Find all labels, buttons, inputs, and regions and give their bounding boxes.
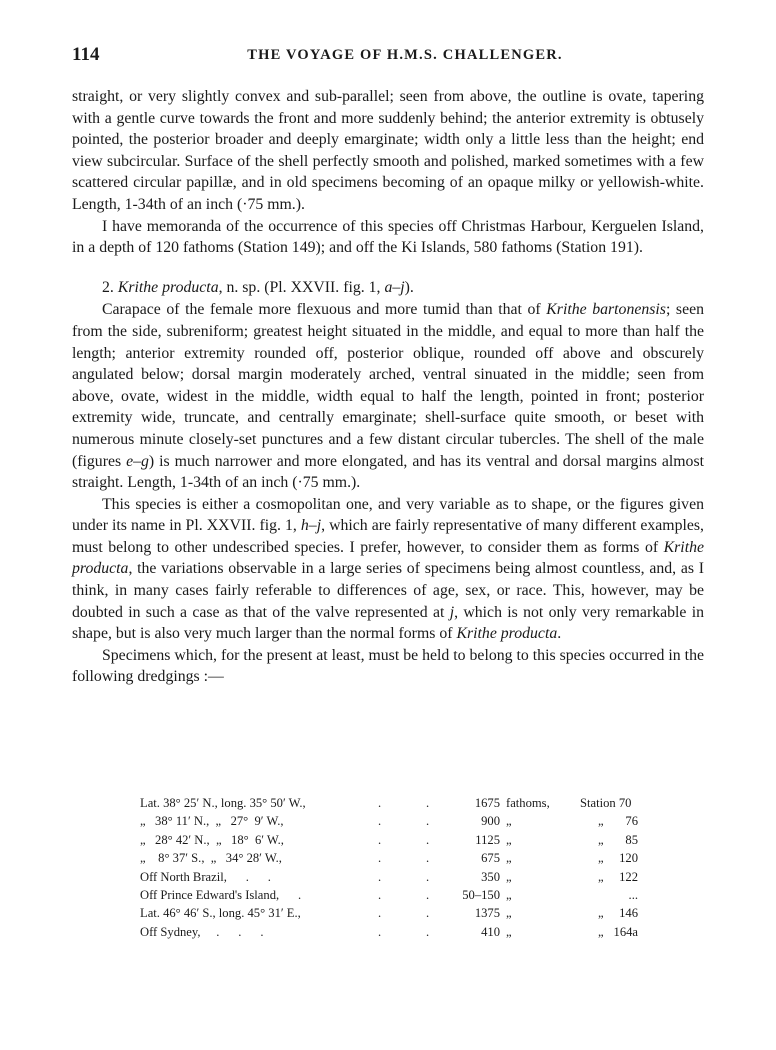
species-close: ). [404,278,414,296]
table-cell-station: 146 [619,906,638,921]
table-row [140,904,660,922]
text-run: , the variations observable in a large series of specimens being almost countless, and, as I think, in many cases fairly referable to differences of age, sex, or race. This, however, may be doubted in such a case as that of the valve represented at [72,560,704,621]
table-row [140,886,660,904]
text-run: This species is either a cosmopolitan one, and very variable as to shape, or the figures given under its name in Pl. XXVII. fig. 1, [72,495,704,535]
table-cell-unit: „ [506,851,512,866]
table-cell-leader: . [426,851,430,866]
table-cell-station-ditto: „ [598,814,604,829]
table-cell-unit: „ [506,924,512,939]
table-row [140,831,660,849]
table-cell-station: ... [628,887,638,902]
species-number: 2. [102,278,114,296]
table-cell-station-ditto: „ [598,924,604,939]
table-row [140,794,660,812]
table-cell-leader: . [426,814,430,829]
text-run: Carapace of the female more flexuous and more tumid than that of [102,301,547,319]
table-cell-station-label: Station 70 [580,796,632,810]
table-cell-leader: . [378,814,382,829]
table-cell-depth: 900 [481,814,500,829]
table-cell-location: Lat. 46° 46′ S., long. 45° 31′ E., [140,906,301,921]
table-cell-depth: 1125 [475,832,500,847]
table-row [140,923,660,941]
table-cell-depth: 1375 [474,906,500,921]
table-cell-station-ditto: „ [598,832,604,847]
table-cell-station-ditto: „ [598,869,604,884]
table-cell-location: „ 28° 42′ N., „ 18° 6′ W., [140,832,284,847]
table-cell-leader: . [378,869,382,884]
table-row [140,868,660,886]
species-figures: a–j [384,278,405,296]
table-cell-leader: . [378,906,382,921]
table-cell-leader: . [426,832,430,847]
table-cell-station: 76 [625,814,638,829]
table-cell-leader: . [378,851,382,866]
page-number: 114 [72,44,100,65]
italic-species: Krithe producta [72,538,704,578]
table-cell-station: 164a [613,924,638,939]
table-cell-unit: „ [506,906,512,921]
table-cell-location: „ 8° 37′ S., „ 34° 28′ W., [140,851,282,866]
text-run: ; seen from the side, subreniform; greatest height situated in the middle, and equal to more than half the length; anterior extremity rounded off, posterior oblique, rounded off above and obscurely angulated below; dorsal margin moderately arched, ventral sinuated in the middle; seen from above, ovate, widest in the middle, width equal to half the length, pointed in front; posterior extremity wide, truncate, and centrally emarginate; shell-surface quite smooth, or beset with numerous minute closely-set punctures and a few distant circular tubercles. The shell of the male (figures [72,301,704,470]
table-cell-station: 122 [619,869,638,884]
body-text [72,86,704,688]
table-cell-unit: fathoms, [506,796,550,810]
table-cell-unit: „ [506,869,512,884]
text-run: , which is not only very remarkable in shape, but is also very much larger than the normal forms of [72,603,705,643]
italic-species: Krithe producta [456,625,558,643]
table-cell-unit: „ [506,832,512,847]
species-reference: , n. sp. (Pl. XXVII. fig. 1, [218,278,385,296]
table-cell-station-ditto: „ [598,851,604,866]
table-cell-unit: „ [506,887,512,902]
paragraph-description-continued: straight, or very slightly convex and sub-parallel; seen from above, the outline is ovate, tapering with a gentle curve towards the front and more suddenly behind; the anterior extremity is obtusely pointed, the posterior broader and deeply emarginate; width only a little less than the height; end view subcircular. Surface of the shell perfectly smooth and polished, marked sometimes with a few scattered circular papillæ, and in old specimens becoming of an opaque milky or yellowish-white. Length, 1-34th of an inch (·75 mm.). [72,88,704,213]
species-heading [72,277,704,299]
italic-figure-letter: j [449,603,455,621]
paragraph-occurrence: I have memoranda of the occurrence of this species off Christmas Harbour, Kerguelen Island, in a depth of 120 fathoms (Station 149); and off the Ki Islands, 580 fathoms (Station 191). [72,217,704,257]
table-cell-station: 85 [625,832,638,847]
table-cell-location: „ 38° 11′ N., „ 27° 9′ W., [140,814,284,829]
text-run: ) is much narrower and more elongated, and has its ventral and dorsal margins almost straight. Length, 1-34th of an inch (·75 mm.). [72,452,704,492]
table-cell-leader: . [426,869,430,884]
table-cell-station: 120 [619,851,638,866]
table-cell-location: Lat. 38° 25′ N., long. 35° 50′ W., [140,796,306,810]
table-cell-location: Off Sydney, . . . [140,924,264,939]
table-cell-leader: . [378,832,382,847]
table-cell-leader: . [378,796,382,810]
table-cell-depth: 350 [481,869,500,884]
table-cell-leader: . [426,796,430,810]
table-cell-leader: . [378,887,382,902]
table-cell-depth: 675 [481,851,500,866]
table-cell-location: Off North Brazil, . . [140,869,271,884]
table-cell-station-ditto: „ [598,906,604,921]
italic-species: Krithe bartonensis [546,301,666,319]
table-row [140,812,660,830]
table-cell-depth: 410 [481,924,500,939]
italic-figures: e–g [126,452,149,470]
dredgings-table [140,794,660,941]
text-run: , which are fairly representative of many different examples, must belong to other undescribed species. I prefer, however, to consider them as forms of [72,517,704,556]
paragraph-specimens: Specimens which, for the present at least, must be held to belong to this species occurred in the following dredgings :— [72,646,704,686]
text-run: . [557,625,562,643]
species-name: Krithe producta [117,278,219,296]
table-row [140,849,660,867]
italic-figures: h–j [300,517,322,535]
paragraph-carapace [72,299,704,493]
table-cell-depth: 50–150 [462,887,500,902]
running-header [72,44,708,70]
table-cell-leader: . [426,887,430,902]
running-title: THE VOYAGE OF H.M.S. CHALLENGER. [247,47,563,63]
paragraph-variability [72,494,704,645]
table-cell-leader: . [426,906,430,921]
table-cell-depth: 1675 [474,796,500,810]
table-cell-leader: . [426,924,430,939]
table-cell-location: Off Prince Edward's Island, . [140,887,302,902]
table-cell-unit: „ [506,814,512,829]
table-cell-leader: . [378,924,382,939]
